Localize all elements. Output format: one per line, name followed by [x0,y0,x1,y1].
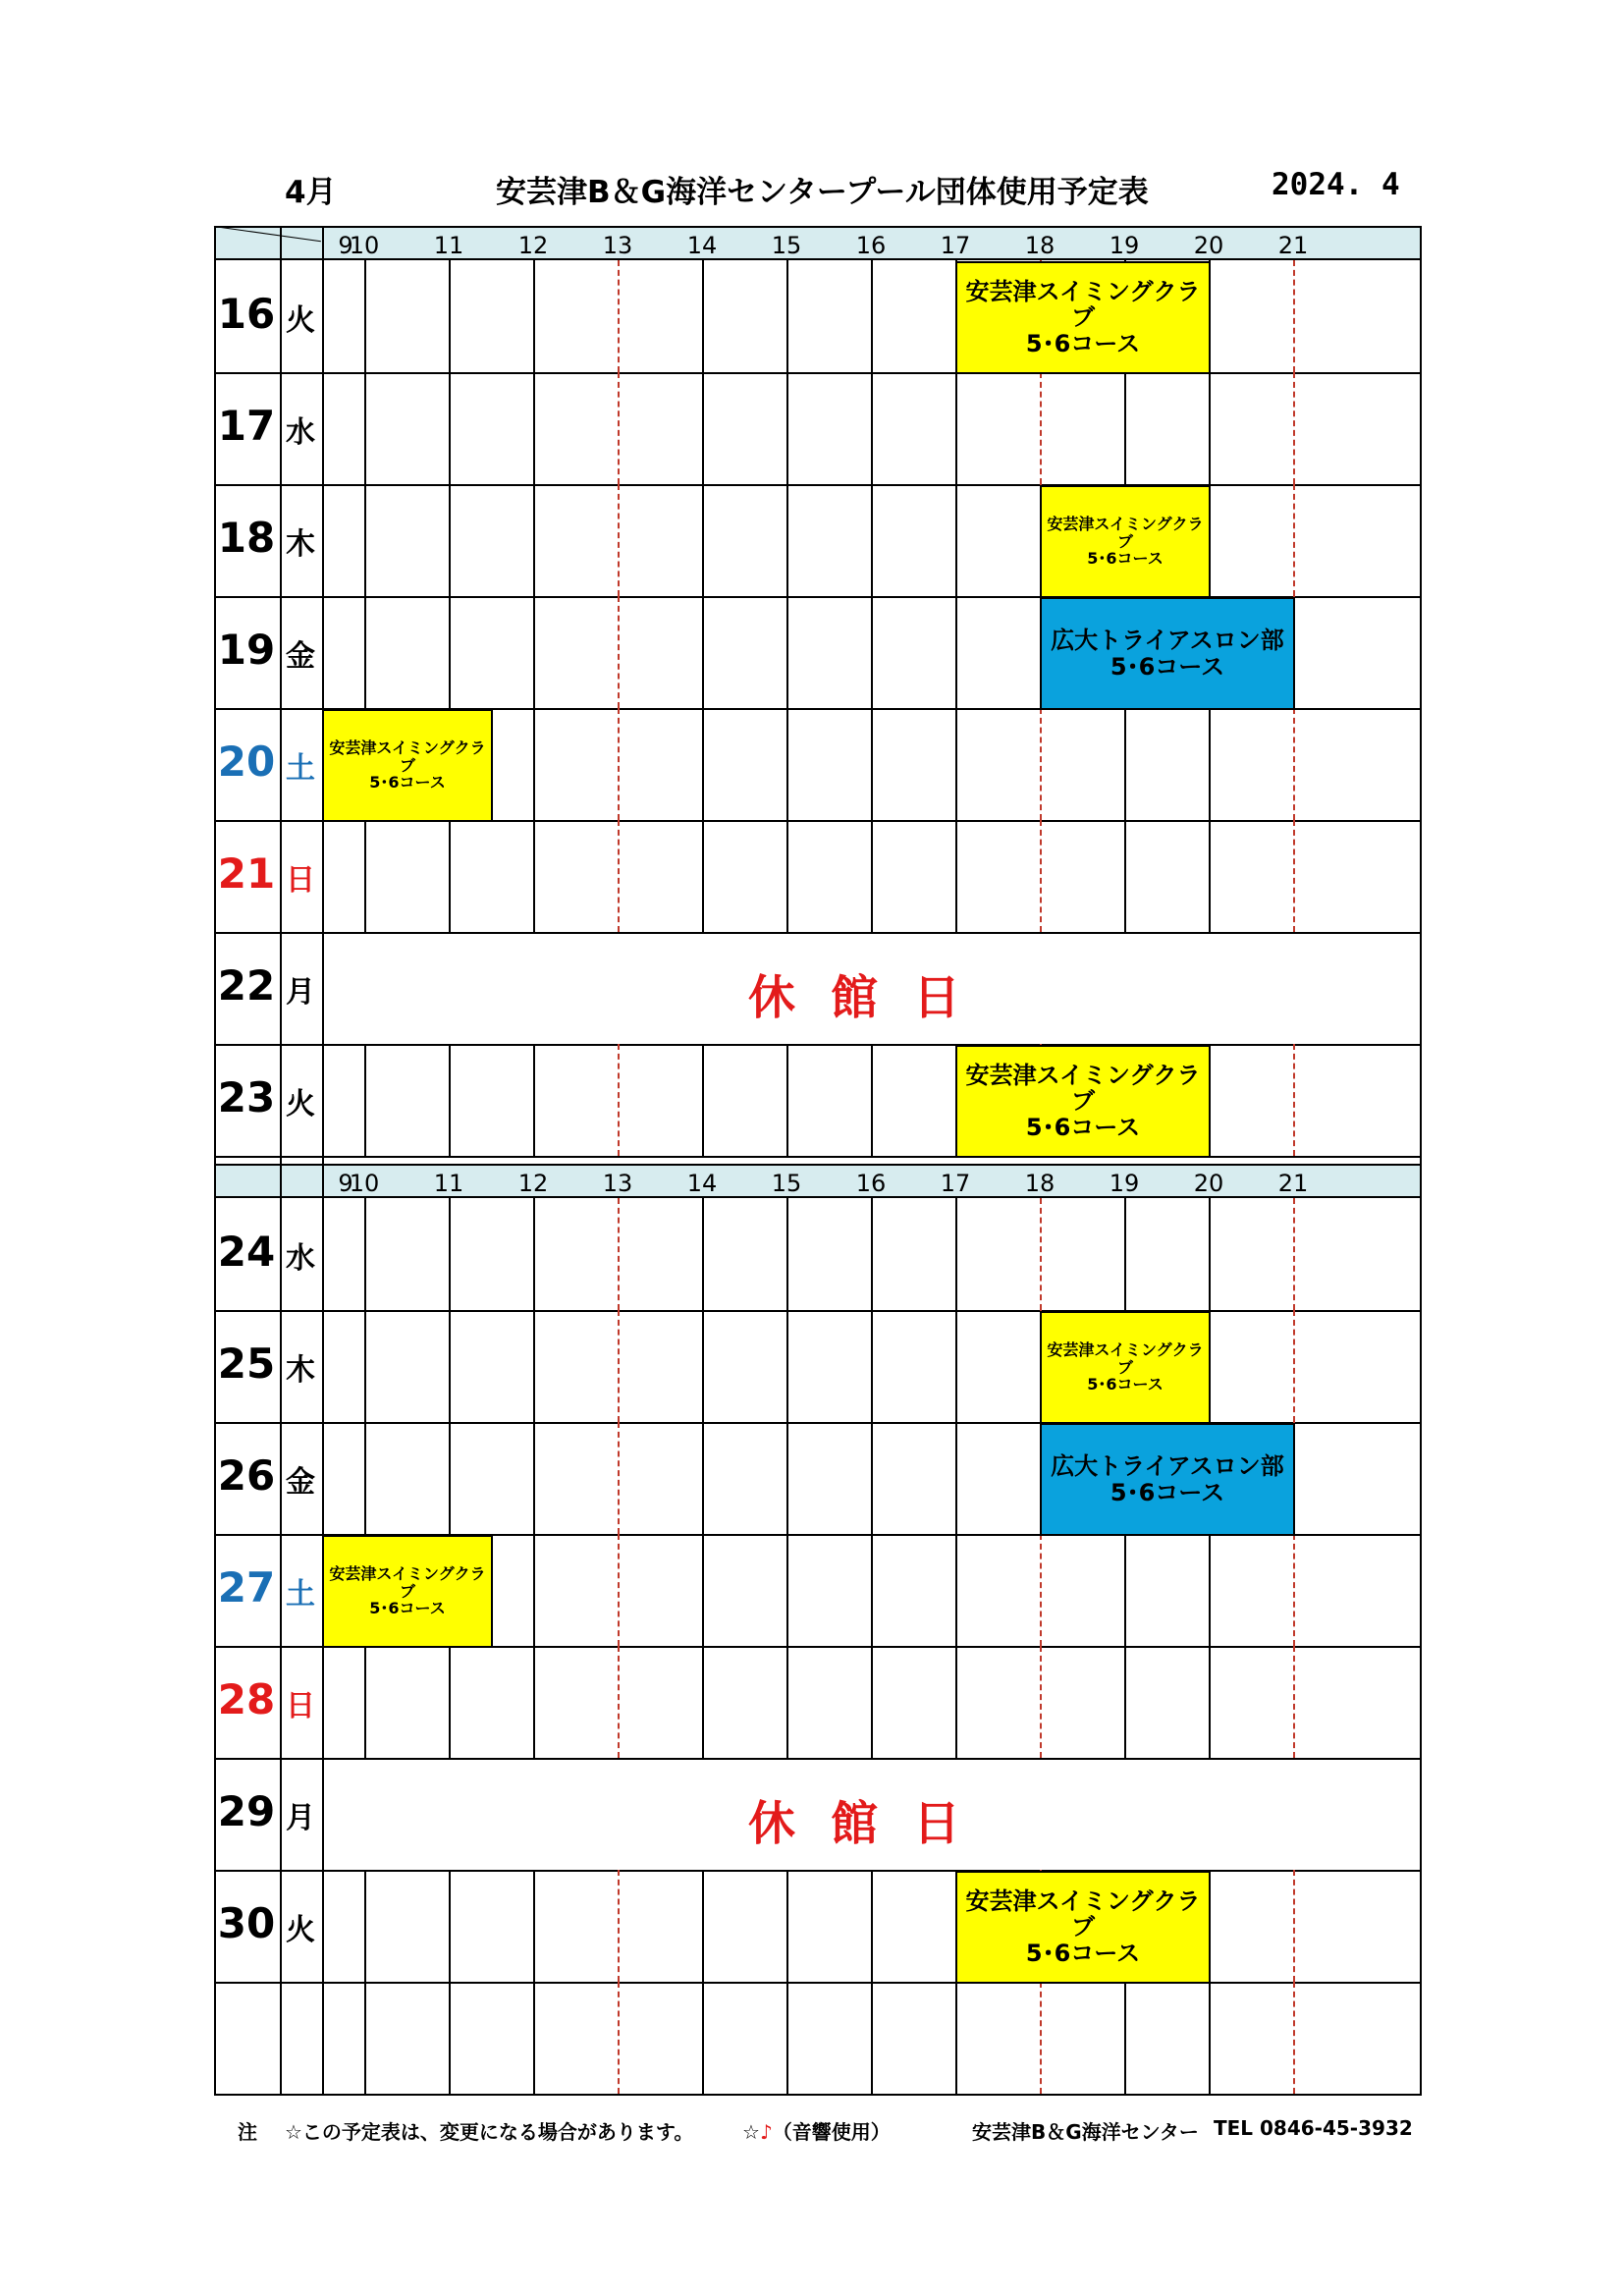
grid-dash-line [618,1310,620,1422]
grid-line [364,260,366,372]
grid-line [702,1422,704,1534]
grid-line [871,484,873,596]
grid-dash-line [1293,1870,1295,1982]
grid-line [702,1646,704,1758]
grid-line [702,1044,704,1156]
event-lanes: 5･6コース [1025,329,1141,357]
grid-line [871,1044,873,1156]
grid-dash-line [1293,260,1295,372]
weekday-label: 水 [286,415,315,450]
day-number: 25 [217,1339,276,1388]
grid-line [364,1422,366,1534]
grid-dash-line [1293,1982,1295,2094]
grid-line [214,1758,1422,1760]
grid-dash-line [1293,372,1295,484]
grid-line [364,1982,366,2094]
event-name: 安芸津スイミングクラブ [965,1061,1201,1116]
grid-line [214,1982,1422,1984]
grid-line [1124,1646,1126,1758]
event-name: 広大トライアスロン部 [1051,1452,1284,1481]
grid-line [533,1534,535,1646]
day-number: 16 [217,290,276,338]
day-number: 30 [217,1899,276,1947]
grid-line [702,596,704,708]
hour-label: 19 [1109,1170,1140,1197]
grid-line [214,1310,1422,1312]
event-name: 安芸津スイミングクラブ [329,1564,486,1601]
grid-line [871,1310,873,1422]
grid-line [214,372,1422,374]
event-lanes: 5･6コース [369,773,446,793]
grid-dash-line [1040,1534,1042,1646]
hour-label: 12 [517,232,549,259]
grid-dash-line [1293,708,1295,820]
grid-line [533,372,535,484]
grid-dash-line [618,1198,620,1310]
footer-note: ☆この予定表は、変更になる場合があります。 [285,2120,694,2144]
grid-line [786,1982,788,2094]
grid-line [955,1310,957,1422]
grid-line [214,932,1422,934]
footer-tel: TEL 0846-45-3932 [1214,2116,1413,2140]
hour-label: 9 [338,232,353,259]
event-lanes: 5･6コース [1025,1939,1141,1967]
grid-dash-line [618,1044,620,1156]
grid-line [871,1198,873,1310]
grid-dash-line [1293,1310,1295,1422]
grid-line [955,1534,957,1646]
grid-dash-line [1293,1198,1295,1310]
grid-dash-line [1040,372,1042,484]
grid-dash-line [1293,1646,1295,1758]
grid-line [702,260,704,372]
event-lanes: 5･6コース [369,1599,446,1618]
grid-dash-line [1293,484,1295,596]
event-name: 安芸津スイミングクラブ [329,738,486,775]
day-number: 20 [217,738,276,786]
grid-line [364,1310,366,1422]
grid-line [1209,820,1211,932]
grid-line [955,708,957,820]
grid-line [786,1534,788,1646]
grid-dash-line [1040,820,1042,932]
grid-line [1124,708,1126,820]
grid-line [214,1156,1422,1158]
grid-dash-line [1293,1534,1295,1646]
weekday-label: 水 [286,1241,315,1276]
grid-line [533,484,535,596]
event-block [1040,1423,1295,1536]
weekday-label: 木 [286,1353,315,1388]
grid-line [533,1646,535,1758]
grid-line [449,1982,451,2094]
grid-line [533,1044,535,1156]
grid-line [786,1310,788,1422]
grid-dash-line [618,1646,620,1758]
day-number: 22 [217,961,276,1010]
grid-line [786,596,788,708]
weekday-label: 金 [286,1465,315,1500]
grid-line [214,1870,1422,1872]
event-lanes: 5･6コース [1110,652,1225,681]
grid-line [533,1870,535,1982]
grid-line [1124,820,1126,932]
grid-line [449,1646,451,1758]
page-title: 安芸津B＆G海洋センタープール団体使用予定表 [496,175,1149,210]
grid-line [702,372,704,484]
grid-dash-line [618,820,620,932]
event-block [322,1535,493,1648]
weekday-label: 金 [286,639,315,674]
grid-line [533,1982,535,2094]
grid-dash-line [618,708,620,820]
grid-line [786,260,788,372]
event-name: 安芸津スイミングクラブ [965,277,1201,332]
grid-dash-line [618,1870,620,1982]
hour-label: 19 [1109,232,1140,259]
event-block [955,261,1211,374]
grid-line [1209,1982,1211,2094]
day-number: 21 [217,849,276,898]
grid-line [871,372,873,484]
grid-dash-line [1040,708,1042,820]
event-name: 安芸津スイミングクラブ [1047,1340,1204,1377]
star-icon: ☆ [742,2120,760,2144]
grid-dash-line [618,1534,620,1646]
weekday-label: 火 [286,1087,315,1121]
grid-line [533,1310,535,1422]
grid-line [786,708,788,820]
day-number: 26 [217,1451,276,1500]
grid-line [871,1534,873,1646]
grid-line [786,372,788,484]
grid-line [364,1646,366,1758]
grid-line [364,484,366,596]
grid-line [364,372,366,484]
hour-label: 10 [349,232,380,259]
grid-line [449,1870,451,1982]
hour-label: 17 [940,232,971,259]
grid-line [533,596,535,708]
grid-line [533,1422,535,1534]
hour-label: 14 [686,232,718,259]
grid-line [786,484,788,596]
grid-line [955,484,957,596]
grid-line [449,1422,451,1534]
grid-dash-line [618,596,620,708]
grid-dash-line [1293,1044,1295,1156]
event-block [955,1871,1211,1984]
weekday-label: 日 [286,863,315,898]
grid-line [449,484,451,596]
hour-label: 21 [1277,232,1309,259]
grid-line [1124,1198,1126,1310]
grid-line [871,820,873,932]
grid-line [702,1870,704,1982]
grid-line [1209,1646,1211,1758]
weekday-label: 月 [286,1801,315,1835]
grid-line [786,1044,788,1156]
grid-line [1124,372,1126,484]
grid-line [1124,1982,1126,2094]
issue-date: 2024. 4 [1272,167,1400,202]
hour-label: 20 [1193,232,1224,259]
weekday-label: 土 [286,751,315,786]
grid-line [702,1982,704,2094]
grid-line [702,1198,704,1310]
grid-line [364,820,366,932]
grid-dash-line [1040,1646,1042,1758]
grid-line [955,820,957,932]
grid-line [364,1870,366,1982]
event-name: 広大トライアスロン部 [1051,627,1284,655]
grid-line [1209,1198,1211,1310]
weekday-label: 火 [286,303,315,338]
grid-line [533,820,535,932]
closed-day-label: 休館日 [747,1796,996,1851]
hour-label: 9 [338,1170,353,1197]
hour-label: 15 [771,232,802,259]
grid-line [955,1982,957,2094]
event-block [1040,485,1211,598]
weekday-label: 日 [286,1689,315,1723]
weekday-label: 木 [286,527,315,562]
weekday-label: 土 [286,1577,315,1612]
day-number: 18 [217,514,276,562]
hour-label: 13 [602,232,633,259]
event-block [1040,1311,1211,1424]
grid-line [871,1422,873,1534]
grid-line [702,820,704,932]
hour-label: 14 [686,1170,718,1197]
hour-label: 10 [349,1170,380,1197]
grid-line [364,1044,366,1156]
grid-line [1209,708,1211,820]
grid-line [871,1982,873,2094]
event-block [955,1045,1211,1158]
event-lanes: 5･6コース [1087,1375,1164,1394]
grid-line [786,1198,788,1310]
grid-line [955,372,957,484]
music-note-icon: ♪ [759,2120,773,2144]
hour-label: 11 [433,1170,464,1197]
grid-line [1124,1534,1126,1646]
hour-label: 11 [433,232,464,259]
hour-label: 15 [771,1170,802,1197]
event-lanes: 5･6コース [1087,549,1164,569]
grid-line [871,708,873,820]
event-lanes: 5･6コース [1110,1478,1225,1506]
grid-line [871,1870,873,1982]
grid-line [955,1422,957,1534]
day-number: 28 [217,1675,276,1723]
day-number: 17 [217,402,276,450]
grid-line [449,1310,451,1422]
grid-line [871,1646,873,1758]
grid-dash-line [1040,1198,1042,1310]
grid-line [280,1164,282,2094]
event-lanes: 5･6コース [1025,1113,1141,1141]
grid-line [533,1198,535,1310]
event-block [322,709,493,822]
grid-line [214,484,1422,486]
weekday-label: 月 [286,975,315,1010]
grid-line [280,226,282,1164]
grid-line [702,708,704,820]
grid-line [449,372,451,484]
weekday-label: 火 [286,1913,315,1947]
footer-org: 安芸津B＆G海洋センター [972,2120,1199,2144]
day-number: 19 [217,626,276,674]
event-name: 安芸津スイミングクラブ [965,1886,1201,1941]
grid-line [702,1534,704,1646]
hour-label: 16 [855,1170,887,1197]
grid-line [786,1646,788,1758]
footer-legend [742,2116,891,2145]
day-number: 24 [217,1228,276,1276]
event-name: 安芸津スイミングクラブ [1047,515,1204,551]
hour-label: 16 [855,232,887,259]
grid-line [955,1198,957,1310]
hour-label: 17 [940,1170,971,1197]
hour-label: 18 [1024,232,1056,259]
month-label: 4月 [285,175,337,210]
hour-label: 13 [602,1170,633,1197]
grid-line [871,260,873,372]
grid-line [449,260,451,372]
grid-line [364,1198,366,1310]
hour-label: 20 [1193,1170,1224,1197]
day-number: 27 [217,1563,276,1612]
grid-line [214,1044,1422,1046]
grid-line [955,1646,957,1758]
day-number: 23 [217,1073,276,1121]
grid-dash-line [618,260,620,372]
grid-line [449,596,451,708]
grid-dash-line [618,1982,620,2094]
hour-header [214,226,1422,260]
grid-line [786,820,788,932]
event-block [1040,597,1295,710]
grid-line [533,708,535,820]
grid-dash-line [1040,1982,1042,2094]
grid-line [449,1044,451,1156]
grid-line [955,596,957,708]
grid-dash-line [618,1422,620,1534]
grid-line [1209,1534,1211,1646]
grid-line [702,1310,704,1422]
grid-dash-line [618,372,620,484]
footer-note-label: 注 [238,2120,257,2144]
hour-label: 12 [517,1170,549,1197]
grid-dash-line [618,484,620,596]
grid-line [449,820,451,932]
grid-line [786,1870,788,1982]
day-number: 29 [217,1787,276,1835]
grid-line [702,484,704,596]
hour-label: 18 [1024,1170,1056,1197]
hour-header [214,1164,1422,1198]
grid-line [786,1422,788,1534]
footer-music-text: （音響使用） [772,2120,891,2144]
grid-line [364,596,366,708]
grid-line [533,260,535,372]
grid-dash-line [1293,820,1295,932]
grid-line [871,596,873,708]
hour-label: 21 [1277,1170,1309,1197]
grid-line [449,1198,451,1310]
grid-line [1209,372,1211,484]
grid-line [214,2094,1422,2096]
closed-day-label: 休館日 [747,970,996,1025]
